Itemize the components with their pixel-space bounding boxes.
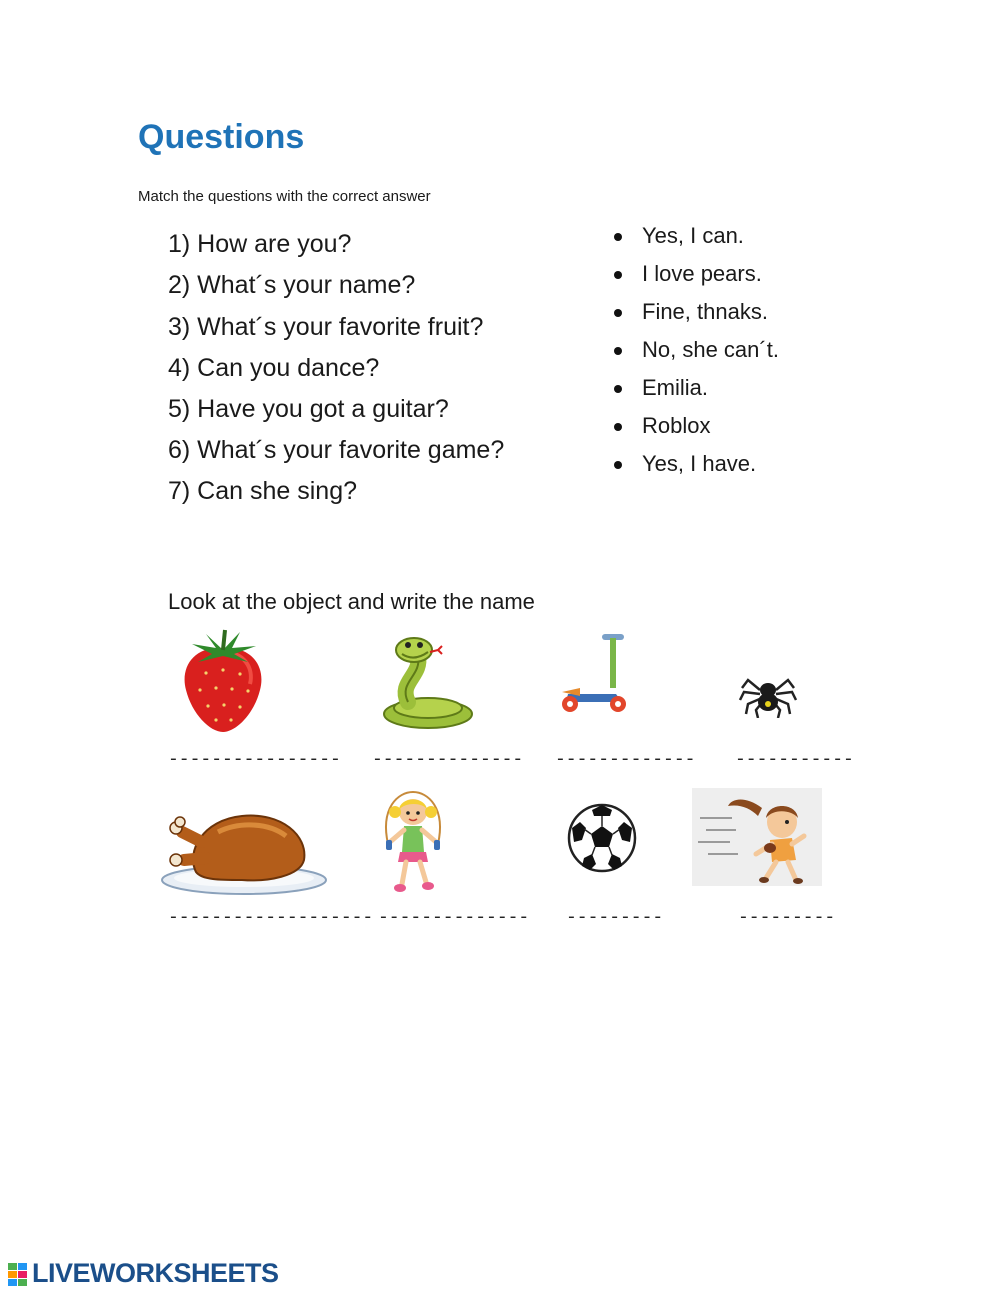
soccer-ball-icon: [566, 802, 638, 874]
question-5: 5) Have you got a guitar?: [168, 395, 449, 423]
bullet-icon: [614, 461, 622, 469]
question-7: 7) Can she sing?: [168, 477, 358, 505]
scooter-icon: [558, 632, 630, 714]
roast-chicken-icon: [158, 802, 328, 898]
answer-blank[interactable]: --------------: [378, 908, 530, 928]
question-4: 4) Can you dance?: [168, 354, 380, 382]
bullet-icon: [614, 385, 622, 393]
answer-blank[interactable]: -------------------: [168, 908, 374, 928]
answer-2: I love pears.: [642, 261, 762, 286]
answer-3: Fine, thnaks.: [642, 299, 768, 324]
question-1: 1) How are you?: [168, 230, 352, 258]
answer-1: Yes, I can.: [642, 223, 744, 248]
jump-rope-girl-icon: [378, 788, 448, 900]
bullet-icon: [614, 347, 622, 355]
running-girl-icon: [692, 788, 822, 886]
answer-blank[interactable]: ----------------: [168, 750, 341, 770]
spider-icon: [738, 668, 798, 718]
match-instruction: Match the questions with the correct answer: [138, 188, 431, 205]
question-2: 2) What´s your name?: [168, 271, 416, 299]
bullet-icon: [614, 233, 622, 241]
answer-4: No, she can´t.: [642, 337, 779, 362]
logo-blocks-icon: [8, 1263, 28, 1287]
answer-blank[interactable]: -------------: [555, 750, 696, 770]
page-title: Questions: [138, 118, 305, 156]
answer-7: Yes, I have.: [642, 451, 757, 476]
bullet-icon: [614, 271, 622, 279]
bullet-icon: [614, 423, 622, 431]
answer-6: Roblox: [642, 413, 711, 438]
answer-blank[interactable]: -----------: [735, 750, 854, 770]
bullet-icon: [614, 309, 622, 317]
brand-name: LIVEWORKSHEETS: [32, 1258, 279, 1288]
answer-blank[interactable]: ---------: [566, 908, 664, 928]
answer-blank[interactable]: --------------: [372, 750, 524, 770]
question-3: 3) What´s your favorite fruit?: [168, 313, 484, 341]
question-6: 6) What´s your favorite game?: [168, 436, 505, 464]
objects-instruction: Look at the object and write the name: [168, 589, 535, 614]
answer-blank[interactable]: ---------: [738, 908, 836, 928]
strawberry-icon: [178, 628, 268, 734]
answer-5: Emilia.: [642, 375, 709, 400]
snake-icon: [378, 632, 474, 732]
